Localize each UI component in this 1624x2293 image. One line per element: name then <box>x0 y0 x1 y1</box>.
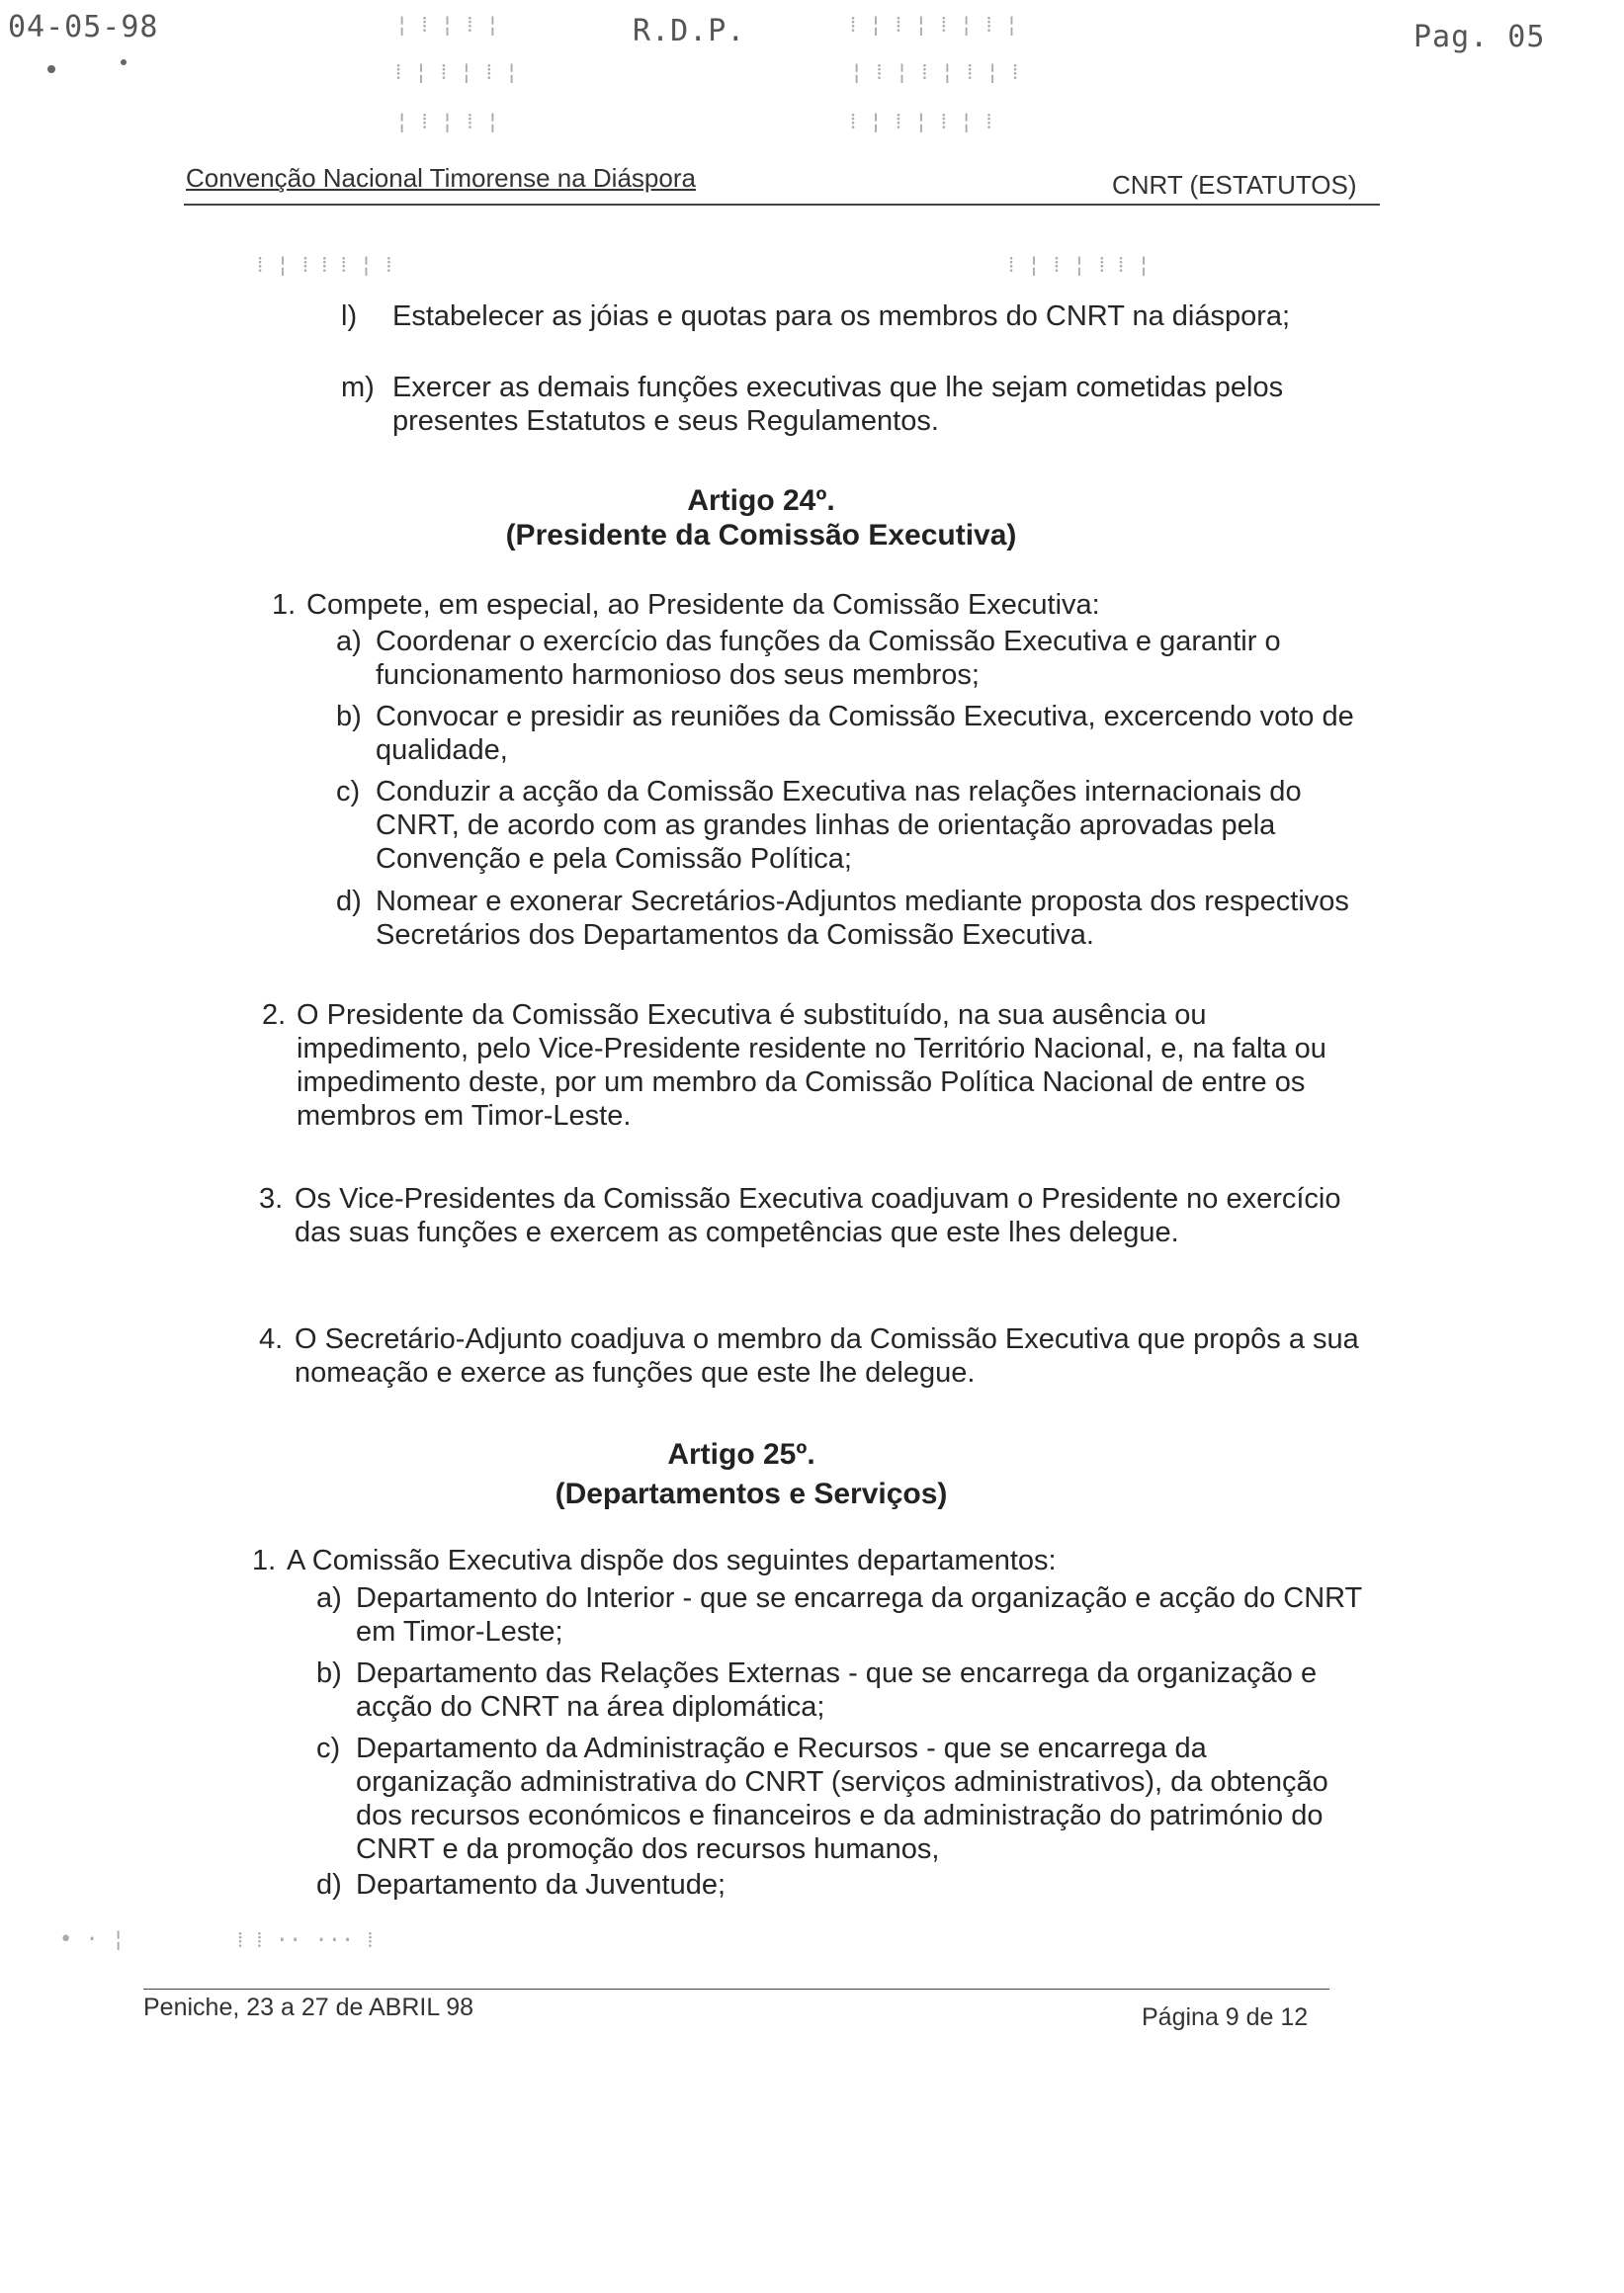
scan-noise: ¦ ⁞ ¦ ⁞ ¦ <box>395 110 499 134</box>
footer-rule <box>143 1989 1329 1990</box>
document-header-right: CNRT (ESTATUTOS) <box>1112 170 1357 200</box>
list-marker: a) <box>336 626 362 657</box>
footer-location-date: Peniche, 23 a 27 de ABRIL 98 <box>143 1994 474 2021</box>
list-marker: l) <box>341 300 358 332</box>
paragraph-marker: 1. <box>252 1545 277 1576</box>
article-24-paragraph-4: O Secretário-Adjunto coadjuva o membro da Comissão Executiva que propôs a sua nomeação e exerce as funções que este lhe delegue. <box>295 1323 1359 1389</box>
list-marker: d) <box>336 886 362 917</box>
list-marker: c) <box>316 1733 341 1764</box>
list-marker: b) <box>316 1657 342 1689</box>
paragraph-marker: 1. <box>272 589 297 621</box>
paragraph-marker: 3. <box>259 1183 284 1215</box>
list-item-text: Conduzir a acção da Comissão Executiva nas relações internacionais do CNRT, de acordo com as grandes linhas de orientação aprovadas pela Convenção e pela Comissão Política; <box>376 776 1302 875</box>
fax-sender: R.D.P. <box>633 14 746 48</box>
scan-speck <box>121 59 127 65</box>
list-item-text: Estabelecer as jóias e quotas para os membros do CNRT na diáspora; <box>392 300 1291 332</box>
scan-noise: ⁞ ¦ ⁞ ⁞ ⁞ ¦ ⁞ <box>257 253 392 278</box>
list-marker: d) <box>316 1869 342 1901</box>
list-marker: a) <box>316 1582 342 1614</box>
list-item-text: Exercer as demais funções executivas que lhe sejam cometidas pelos presentes Estatutos e seus Regulamentos. <box>392 372 1284 437</box>
scan-noise: ¦ ⁞ ¦ ⁞ ¦ ⁞ ¦ ⁞ <box>850 60 1019 85</box>
scan-noise: ⁞ ¦ ⁞ ¦ ⁞ ¦ ⁞ <box>850 110 992 134</box>
scan-speck <box>47 65 55 73</box>
list-item-text: Departamento das Relações Externas - que se encarrega da organização e acção do CNRT na área diplomática; <box>356 1657 1318 1723</box>
header-rule <box>184 204 1380 206</box>
list-marker: m) <box>341 372 375 403</box>
document-header-left: Convenção Nacional Timorense na Diáspora <box>186 163 696 193</box>
list-item-text: Coordenar o exercício das funções da Comissão Executiva e garantir o funcionamento harmonioso dos seus membros; <box>376 626 1281 691</box>
scan-noise: ⁞ ⁞ ·· ··· ⁞ <box>237 1928 374 1953</box>
list-item-text: Convocar e presidir as reuniões da Comissão Executiva, excercendo voto de qualidade, <box>376 701 1354 766</box>
article-24-subtitle: (Presidente da Comissão Executiva) <box>505 519 1017 552</box>
article-24-paragraph-2: O Presidente da Comissão Executiva é substituído, na sua ausência ou impedimento, pelo Vice-Presidente residente no Território Nacional, e, na falta ou impedimento deste, por um membro da Comissão Política Nacional de entre os membros em Timor-Leste. <box>297 999 1326 1132</box>
list-item-text: Departamento da Administração e Recursos - que se encarrega da organização administrativa do CNRT (serviços administrativos), da obtenção dos recursos económicos e financeiros e da administração do património do CNRT e da promoção dos recursos humanos, <box>356 1733 1328 1865</box>
paragraph-marker: 4. <box>259 1323 284 1355</box>
scan-noise: ⁞ ¦ ⁞ ¦ ⁞ ¦ ⁞ ¦ <box>850 13 1019 38</box>
article-24-paragraph-3: Os Vice-Presidentes da Comissão Executiva coadjuvam o Presidente no exercício das suas funções e exercem as competências que este lhes delegue. <box>295 1183 1341 1248</box>
scan-noise: • · ¦ <box>59 1927 126 1952</box>
scan-noise: ⁞ ¦ ⁞ ¦ ⁞ ¦ <box>395 60 519 85</box>
scan-noise: ⁞ ¦ ⁞ ¦ ⁞ ⁞ ¦ <box>1008 253 1151 278</box>
fax-page-number: Pag. 05 <box>1413 20 1546 54</box>
scan-noise: ¦ ⁞ ¦ ⁞ ¦ <box>395 13 499 38</box>
article-25-title: Artigo 25º. <box>667 1438 815 1471</box>
article-24-title: Artigo 24º. <box>687 484 835 517</box>
list-item-text: Nomear e exonerar Secretários-Adjuntos mediante proposta dos respectivos Secretários dos Departamentos da Comissão Executiva. <box>376 886 1349 951</box>
article-25-paragraph-1: A Comissão Executiva dispõe dos seguintes departamentos: <box>287 1545 1057 1576</box>
footer-page-number: Página 9 de 12 <box>1142 2003 1309 2031</box>
list-item-text: Departamento do Interior - que se encarrega da organização e acção do CNRT em Timor-Leste; <box>356 1582 1362 1648</box>
list-marker: b) <box>336 701 362 732</box>
paragraph-marker: 2. <box>262 999 287 1031</box>
list-marker: c) <box>336 776 361 807</box>
fax-date: 04-05-98 <box>8 10 159 44</box>
article-24-paragraph-1: Compete, em especial, ao Presidente da Comissão Executiva: <box>306 589 1100 621</box>
list-item-text: Departamento da Juventude; <box>356 1869 727 1901</box>
article-25-subtitle: (Departamentos e Serviços) <box>555 1478 948 1510</box>
